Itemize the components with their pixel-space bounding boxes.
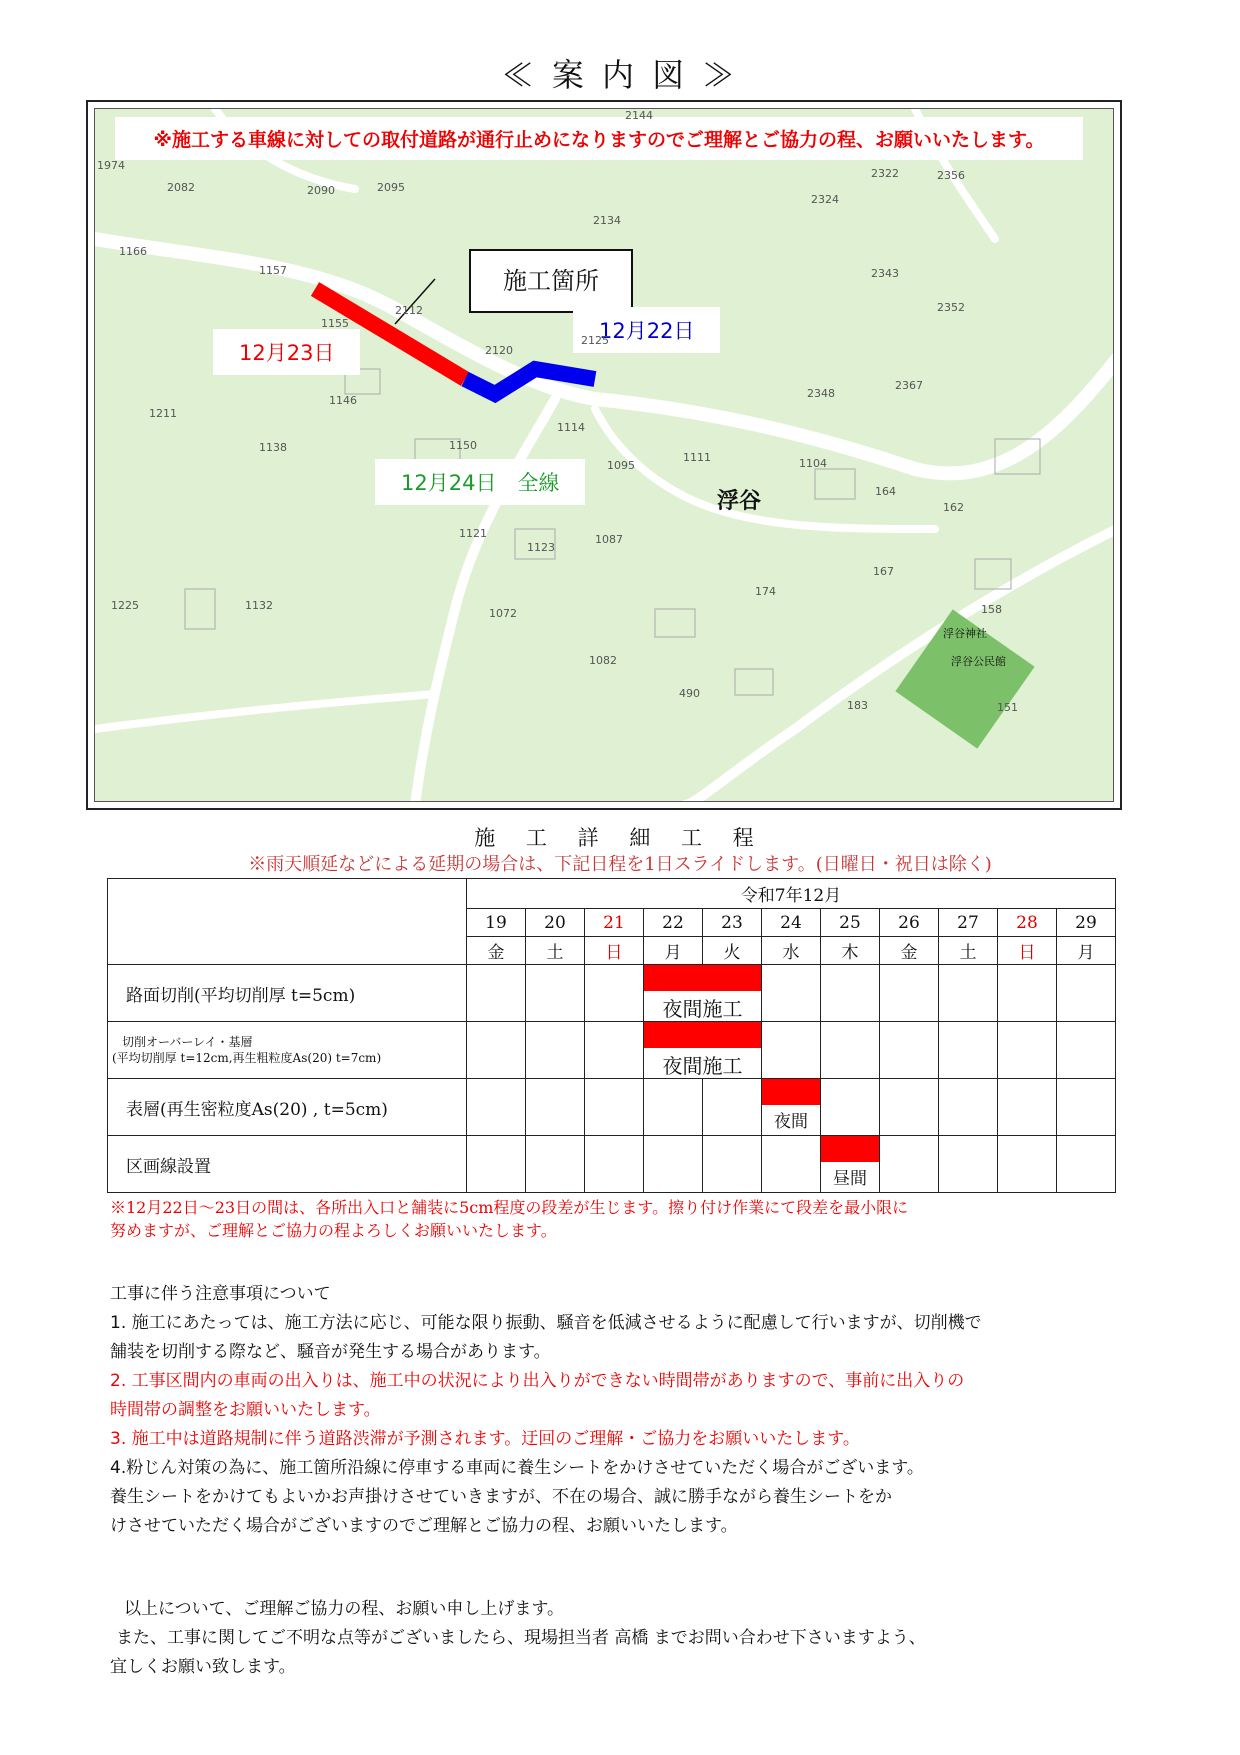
lot-number: 174 bbox=[755, 585, 776, 598]
weekday: 日 bbox=[585, 937, 644, 965]
lot-number: 158 bbox=[981, 603, 1002, 616]
weekday: 水 bbox=[762, 937, 821, 965]
schedule-bar-cell bbox=[644, 1022, 761, 1078]
guide-map bbox=[86, 100, 1122, 810]
lot-number: 1138 bbox=[259, 441, 287, 454]
construction-site-callout: 施工箇所 bbox=[469, 249, 633, 313]
page-title: ≪ 案 内 図 ≫ bbox=[501, 56, 739, 94]
lot-number: 2144 bbox=[625, 109, 653, 122]
task-name: 表層(再生密粒度As(20) , t=5cm) bbox=[108, 1079, 467, 1136]
schedule-note: ※雨天順延などによる延期の場合は、下記日程を1日スライドします。(日曜日・祝日は除く) bbox=[248, 854, 992, 875]
schedule-bar bbox=[762, 1079, 820, 1105]
note-3: 3. 施工中は道路規制に伴う道路渋滞が予測されます。迂回のご理解・ご協力をお願いいたします。 bbox=[110, 1429, 860, 1449]
schedule-bar bbox=[644, 965, 761, 991]
lot-number: 2134 bbox=[593, 214, 621, 227]
lot-number: 1150 bbox=[449, 439, 477, 452]
lot-number: 2082 bbox=[167, 181, 195, 194]
task-name-cell bbox=[108, 1022, 467, 1079]
map-roads bbox=[95, 109, 1114, 802]
schedule-bar-cell bbox=[644, 965, 761, 1021]
lot-number: 2352 bbox=[937, 301, 965, 314]
weekday: 土 bbox=[526, 937, 585, 965]
weekday: 日 bbox=[998, 937, 1057, 965]
lot-number: 1146 bbox=[329, 394, 357, 407]
table-corner bbox=[108, 879, 467, 965]
lot-number: 2343 bbox=[871, 267, 899, 280]
lot-number: 1087 bbox=[595, 533, 623, 546]
task-name: 区画線設置 bbox=[108, 1136, 467, 1193]
notes-heading: 工事に伴う注意事項について bbox=[110, 1284, 331, 1304]
lot-number: 1974 bbox=[97, 159, 125, 172]
day-number: 21 bbox=[585, 909, 644, 937]
day-number: 27 bbox=[939, 909, 998, 937]
lot-number: 2095 bbox=[377, 181, 405, 194]
weekday: 金 bbox=[467, 937, 526, 965]
lot-number: 2090 bbox=[307, 184, 335, 197]
lot-number: 2112 bbox=[395, 304, 423, 317]
lot-number: 1157 bbox=[259, 264, 287, 277]
day-number: 26 bbox=[880, 909, 939, 937]
bar-label: 昼間 bbox=[833, 1169, 867, 1189]
lot-number: 1114 bbox=[557, 421, 585, 434]
schedule-title: 施 工 詳 細 工 程 bbox=[474, 826, 766, 850]
date-label-22: 12月22日 bbox=[573, 307, 720, 353]
month-header: 令和7年12月 bbox=[467, 879, 1116, 909]
lot-number: 2120 bbox=[485, 344, 513, 357]
schedule-bar bbox=[644, 1022, 761, 1048]
lot-number: 1225 bbox=[111, 599, 139, 612]
lot-number: 164 bbox=[875, 485, 896, 498]
day-number: 23 bbox=[703, 909, 762, 937]
footnote-line-1: ※12月22日～23日の間は、各所出入口と舗装に5cm程度の段差が生じます。擦り付け作業にて段差を最小限に bbox=[110, 1198, 909, 1217]
bar-label: 夜間 bbox=[774, 1112, 808, 1132]
note-2b: 時間帯の調整をお願いいたします。 bbox=[110, 1400, 381, 1420]
lot-number: 162 bbox=[943, 501, 964, 514]
lot-number: 1121 bbox=[459, 527, 487, 540]
day-number: 24 bbox=[762, 909, 821, 937]
lot-number: 2348 bbox=[807, 387, 835, 400]
task-subtext: (平均切削厚 t=12cm,再生粗粒度As(20) t=7cm) bbox=[112, 1051, 382, 1065]
map-notice: ※施工する車線に対しての取付道路が通行止めになりますのでご理解とご協力の程、お願いいたします。 bbox=[115, 117, 1083, 160]
lot-number: 1166 bbox=[119, 245, 147, 258]
schedule-table bbox=[107, 878, 1116, 1193]
note-1b: 舗装を切削する際など、騒音が発生する場合があります。 bbox=[110, 1342, 551, 1362]
closing-1: 以上について、ご理解ご協力の程、お願い申し上げます。 bbox=[124, 1599, 564, 1619]
weekday: 月 bbox=[1057, 937, 1116, 965]
lot-number: 1104 bbox=[799, 457, 827, 470]
lot-number: 167 bbox=[873, 565, 894, 578]
note-1a: 1. 施工にあたっては、施工方法に応じ、可能な限り振動、騒音を低減させるように配慮して行いますが、切削機で bbox=[110, 1313, 982, 1333]
weekday: 月 bbox=[644, 937, 703, 965]
lot-number: 2324 bbox=[811, 193, 839, 206]
lot-number: 1082 bbox=[589, 654, 617, 667]
day-number: 22 bbox=[644, 909, 703, 937]
lot-number: 1132 bbox=[245, 599, 273, 612]
footnote-line-2: 努めますが、ご理解とご協力の程よろしくお願いいたします。 bbox=[110, 1221, 557, 1240]
date-label-23: 12月23日 bbox=[213, 329, 360, 375]
lot-number: 1123 bbox=[527, 541, 555, 554]
weekday: 木 bbox=[821, 937, 880, 965]
lot-number: 151 bbox=[997, 701, 1018, 714]
schedule-bar bbox=[821, 1136, 879, 1162]
map-canvas bbox=[94, 108, 1114, 802]
day-number: 20 bbox=[526, 909, 585, 937]
date-label-24: 12月24日 全線 bbox=[375, 459, 585, 505]
note-4a: 4.粉じん対策の為に、施工箇所沿線に停車する車両に養生シートをかけさせていただく場合がございます。 bbox=[110, 1458, 924, 1478]
task-name: 切削オーバーレイ・基層 bbox=[122, 1035, 253, 1049]
lot-number: 1072 bbox=[489, 607, 517, 620]
closing-2: また、工事に関してご不明な点等がございましたら、現場担当者 高橋 までお問い合わせ下さいますよう、 bbox=[116, 1628, 926, 1648]
bar-label: 夜間施工 bbox=[662, 997, 743, 1021]
note-4c: けさせていただく場合がございますのでご理解とご協力の程、お願いいたします。 bbox=[110, 1516, 738, 1536]
note-4b: 養生シートをかけてもよいかお声掛けさせていきますが、不在の場合、誠に勝手ながら養生シートをか bbox=[110, 1487, 892, 1507]
weekday: 金 bbox=[880, 937, 939, 965]
lot-number: 2125 bbox=[581, 334, 609, 347]
lot-number: 1095 bbox=[607, 459, 635, 472]
weekday: 火 bbox=[703, 937, 762, 965]
schedule-bar-cell bbox=[762, 1079, 820, 1135]
lot-number: 1211 bbox=[149, 407, 177, 420]
lot-number: 490 bbox=[679, 687, 700, 700]
area-name: 浮谷 bbox=[717, 489, 762, 514]
day-number: 29 bbox=[1057, 909, 1116, 937]
day-number: 25 bbox=[821, 909, 880, 937]
lot-number: 1155 bbox=[321, 317, 349, 330]
hall-label: 浮谷公民館 bbox=[951, 655, 1006, 668]
day-number: 28 bbox=[998, 909, 1057, 937]
weekday: 土 bbox=[939, 937, 998, 965]
lot-number: 2356 bbox=[937, 169, 965, 182]
lot-number: 183 bbox=[847, 699, 868, 712]
bar-label: 夜間施工 bbox=[662, 1054, 743, 1078]
shrine-label: 浮谷神社 bbox=[943, 627, 987, 640]
schedule-bar-cell bbox=[821, 1136, 879, 1192]
lot-number: 2367 bbox=[895, 379, 923, 392]
task-name: 路面切削(平均切削厚 t=5cm) bbox=[108, 965, 467, 1022]
day-number: 19 bbox=[467, 909, 526, 937]
lot-number: 2322 bbox=[871, 167, 899, 180]
lot-number: 1111 bbox=[683, 451, 711, 464]
closing-3: 宜しくお願い致します。 bbox=[110, 1657, 296, 1677]
note-2a: 2. 工事区間内の車両の出入りは、施工中の状況により出入りができない時間帯がありますので、事前に出入りの bbox=[110, 1371, 965, 1391]
